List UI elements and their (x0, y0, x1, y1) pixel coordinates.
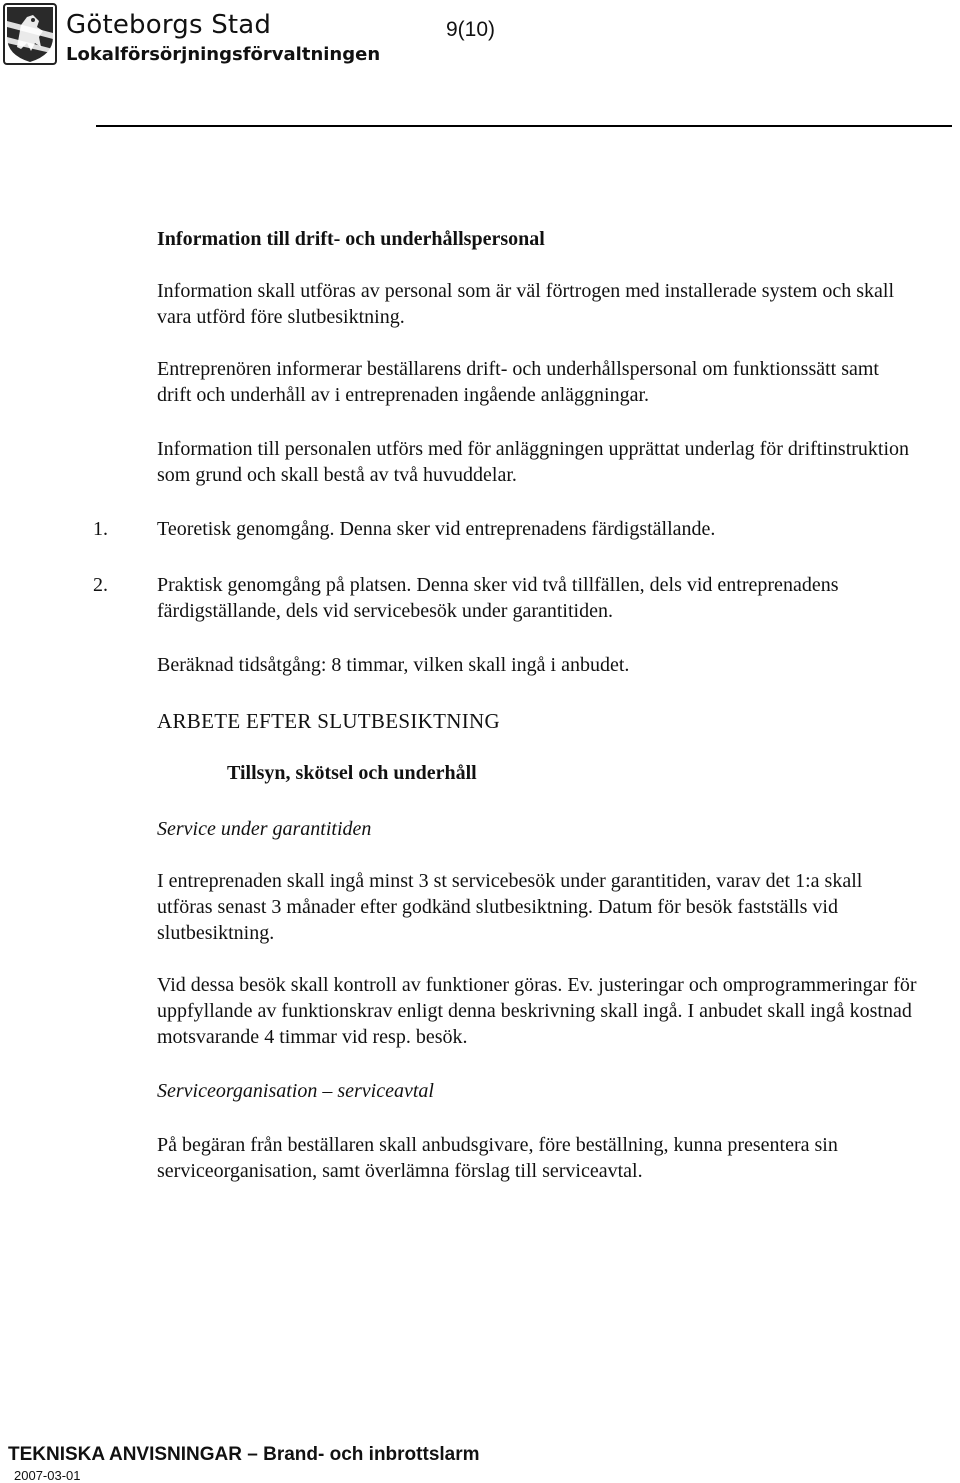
footer-date: 2007-03-01 (14, 1468, 81, 1483)
paragraph-kontroll: Vid dessa besök skall kontroll av funktioner göras. Ev. justeringar och omprogrammeringar för uppfyllande av funktionskrav enligt denna beskrivning skall ingå. I anbudet skall ingå kostnad motsvarande 4 timmar vid resp. besök. (157, 974, 917, 1048)
paragraph-servicebesok: I entreprenaden skall ingå minst 3 st servicebesök under garantitiden, varav det 1:a skall utföras senast 3 månader efter godkänd slutbesiktning. Datum för besök fastställs vid slutbesiktning. (157, 870, 863, 944)
footer-document-title: TEKNISKA ANVISNINGAR – Brand- och inbrottslarm (8, 1444, 480, 1465)
list-item (93, 516, 917, 542)
page-number: 9(10) (446, 18, 496, 41)
paragraph-driftinstruktion: Information till personalen utförs med för anläggningen upprättat underlag för driftinstruktion som grund och skall bestå av två huvuddelar. (157, 438, 910, 486)
list-item-number: 2. (93, 574, 108, 596)
org-department-name: Lokalförsörjningsförvaltningen (66, 44, 381, 65)
list-item-text: Teoretisk genomgång. Denna sker vid entreprenadens färdigställande. (157, 518, 716, 540)
paragraph-information: Information skall utföras av personal som är väl förtrogen med installerade system och skall vara utförd före slutbesiktning. (157, 280, 895, 328)
subheading-serviceorganisation: Serviceorganisation – serviceavtal (157, 1080, 434, 1102)
header-divider (96, 125, 952, 127)
paragraph-entreprenor: Entreprenören informerar beställarens drift- och underhållspersonal om funktionssätt samt drift och underhåll av i entreprenaden ingående anläggningar. (157, 358, 879, 406)
list-item-number: 1. (93, 518, 108, 540)
heading-arbete-efter-slutbesiktning: ARBETE EFTER SLUTBESIKTNING (157, 709, 500, 733)
heading-information: Information till drift- och underhållspersonal (157, 228, 545, 250)
organization-header (66, 8, 380, 68)
paragraph-tidsatgang: Beräknad tidsåtgång: 8 timmar, vilken skall ingå i anbudet. (157, 654, 630, 676)
heading-tillsyn: Tillsyn, skötsel och underhåll (227, 762, 477, 784)
goteborg-lion-crest-icon (3, 3, 57, 65)
org-city-name: Göteborgs Stad (66, 10, 272, 40)
list-item (93, 572, 917, 624)
paragraph-serviceavtal: På begäran från beställaren skall anbudsgivare, före beställning, kunna presentera sin serviceorganisation, samt överlämna förslag till serviceavtal. (157, 1134, 838, 1182)
document-body (93, 226, 917, 1184)
list-item-text: Praktisk genomgång på platsen. Denna sker vid två tillfällen, dels vid entreprenadens färdigställande, dels vid servicebesök under garantitiden. (157, 574, 839, 622)
subheading-service-garantitiden: Service under garantitiden (157, 818, 372, 840)
